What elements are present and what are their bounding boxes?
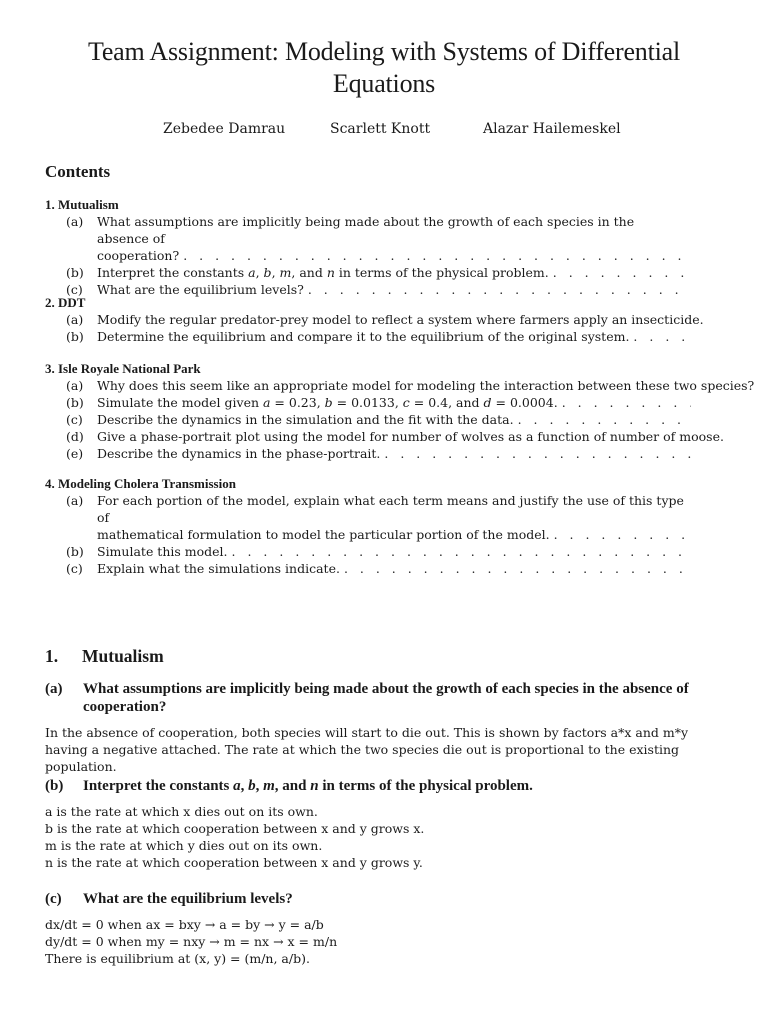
toc-section-title[interactable]: 4. Modeling Cholera Transmission [45, 476, 236, 491]
answer-lines [45, 916, 727, 967]
subsection-heading: (a) What assumptions are implicitly being made about the growth of each species in the absence of cooperation? [45, 681, 689, 715]
answer-line: dx/dt = 0 when ax = bxy → a = by → y = a/b [45, 917, 324, 932]
author-name: Scarlett Knott [330, 121, 431, 137]
author-name: Zebedee Damrau [163, 121, 286, 137]
subsection-heading: (b) Interpret the constants a, b, m, and n in terms of the physical problem. [45, 778, 533, 794]
answer-line: n is the rate at which cooperation between x and y grows y. [45, 855, 423, 870]
answer-line: b is the rate at which cooperation between x and y grows x. [45, 821, 425, 836]
toc-item[interactable]: (d) Give a phase-portrait plot using the model for number of wolves as a function of number of moose. [66, 429, 724, 444]
document-title: Team Assignment: Modeling with Systems of Differential Equations [87, 37, 681, 98]
toc-section-ddt[interactable] [45, 294, 704, 345]
toc-item[interactable]: (c) Explain what the simulations indicate. . . . [45, 560, 691, 577]
answer-line: m is the rate at which y dies out on its own. [45, 838, 323, 853]
toc-heading: Contents [45, 162, 111, 181]
toc-item[interactable]: (b) Simulate the model given a = 0.23, b = 0.0133, c = 0.4, and d = 0.0004. . . . [45, 394, 691, 411]
toc-item[interactable]: (a) For each portion of the model, explain what each term means and justify the use of this type of mathematical formulation to model the particular portion of the model. . . . [45, 492, 691, 543]
subsection-c [45, 890, 727, 967]
toc-item[interactable]: (b) Simulate this model. . . . [45, 543, 691, 560]
toc-item[interactable]: (a) Modify the regular predator-prey model to reflect a system where farmers apply an insecticide. [66, 312, 704, 327]
author-name: Alazar Hailemeskel [483, 121, 621, 137]
toc-item-text: What assumptions are implicitly being made about the growth of each species in the absence of [97, 214, 635, 246]
toc-section-isle-royale[interactable] [45, 360, 755, 462]
subsection-heading: (c) What are the equilibrium levels? [45, 891, 293, 907]
answer-line: dy/dt = 0 when my = nxy → m = nx → x = m/n [45, 934, 338, 949]
answer-line: There is equilibrium at (x, y) = (m/n, a/b). [45, 951, 310, 966]
toc-item[interactable]: (a) Why does this seem like an appropriate model for modeling the interaction between these two species? [66, 378, 755, 393]
toc-item[interactable]: (c) What are the equilibrium levels? . . . [45, 281, 691, 298]
subsection-b [45, 777, 727, 871]
toc-section-title[interactable]: 1. Mutualism [45, 197, 119, 212]
answer-lines [45, 803, 727, 871]
toc-section-title[interactable]: 3. Isle Royale National Park [45, 361, 201, 376]
answer-paragraph: In the absence of cooperation, both species will start to die out. This is shown by factors a*x and m*y having a negative attached. The rate at which the two species die out is proportional to the existing population. [45, 725, 689, 774]
toc-item[interactable]: (b) Determine the equilibrium and compare it to the equilibrium of the original system. . . . [45, 328, 691, 345]
toc-section-cholera[interactable] [45, 475, 691, 577]
toc-section-mutualism[interactable] [45, 196, 691, 298]
section-heading: 1. Mutualism [45, 646, 164, 666]
answer-line: a is the rate at which x dies out on its own. [45, 804, 318, 819]
toc-item[interactable]: (a) What assumptions are implicitly being made about the growth of each species in the absence of cooperation? . . . [45, 213, 691, 264]
toc-section-title[interactable]: 2. DDT [45, 295, 86, 310]
toc-item[interactable]: (e) Describe the dynamics in the phase-portrait. . . . [45, 445, 691, 462]
toc-item[interactable]: (b) Interpret the constants a, b, m, and n in terms of the physical problem. . . . [45, 264, 691, 281]
subsection-a [45, 680, 727, 775]
toc-item[interactable]: (c) Describe the dynamics in the simulation and the fit with the data. . . . [45, 411, 691, 428]
